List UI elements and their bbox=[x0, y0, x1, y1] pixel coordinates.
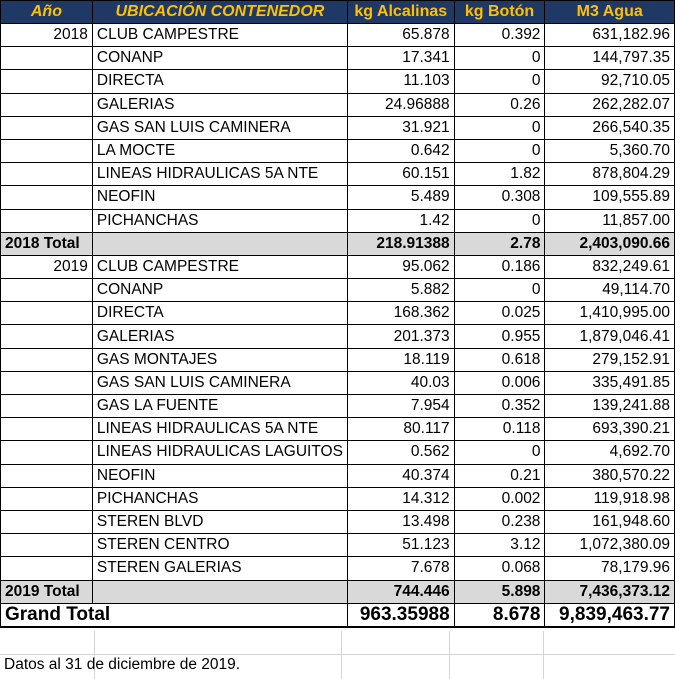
year-cell bbox=[1, 464, 93, 487]
table-row bbox=[1, 186, 675, 209]
kg-button-cell: 0.006 bbox=[454, 371, 545, 394]
total-kg-button: 2.78 bbox=[454, 232, 545, 255]
kg-button-cell: 0.308 bbox=[454, 186, 545, 209]
kg-button-cell: 0.21 bbox=[454, 464, 545, 487]
table-row bbox=[1, 441, 675, 464]
year-cell bbox=[1, 93, 93, 116]
m3-water-cell: 109,555.89 bbox=[545, 186, 675, 209]
kg-alkaline-cell: 0.562 bbox=[347, 441, 454, 464]
kg-button-cell: 0.955 bbox=[454, 325, 545, 348]
location-cell: CONANP bbox=[92, 279, 347, 302]
kg-alkaline-cell: 13.498 bbox=[347, 510, 454, 533]
table-row bbox=[1, 209, 675, 232]
table-row bbox=[1, 279, 675, 302]
year-cell bbox=[1, 186, 93, 209]
table-row bbox=[1, 255, 675, 278]
m3-water-cell: 1,072,380.09 bbox=[545, 534, 675, 557]
header-kg-button: kg Botón bbox=[454, 1, 545, 24]
location-cell: PICHANCHAS bbox=[92, 487, 347, 510]
location-cell: GALERIAS bbox=[92, 325, 347, 348]
kg-button-cell: 0.352 bbox=[454, 395, 545, 418]
kg-alkaline-cell: 24.96888 bbox=[347, 93, 454, 116]
year-total-row bbox=[1, 232, 675, 255]
table-row bbox=[1, 24, 675, 47]
m3-water-cell: 92,710.05 bbox=[545, 70, 675, 93]
total-m3-water: 7,436,373.12 bbox=[545, 580, 675, 603]
year-cell bbox=[1, 116, 93, 139]
table-row bbox=[1, 510, 675, 533]
grand-total-m3-water: 9,839,463.77 bbox=[545, 603, 675, 627]
kg-alkaline-cell: 80.117 bbox=[347, 418, 454, 441]
m3-water-cell: 262,282.07 bbox=[545, 93, 675, 116]
m3-water-cell: 631,182.96 bbox=[545, 24, 675, 47]
table-row bbox=[1, 325, 675, 348]
footnote: Datos al 31 de diciembre de 2019. bbox=[4, 656, 241, 673]
kg-alkaline-cell: 51.123 bbox=[347, 534, 454, 557]
year-cell bbox=[1, 534, 93, 557]
grand-total-label: Grand Total bbox=[1, 603, 348, 627]
table-row bbox=[1, 70, 675, 93]
kg-alkaline-cell: 18.119 bbox=[347, 348, 454, 371]
table-row bbox=[1, 487, 675, 510]
year-cell: 2019 bbox=[1, 255, 93, 278]
year-cell bbox=[1, 510, 93, 533]
header-location: UBICACIÓN CONTENEDOR bbox=[92, 1, 347, 24]
table-row bbox=[1, 47, 675, 70]
total-kg-alkaline: 744.446 bbox=[347, 580, 454, 603]
table-row bbox=[1, 139, 675, 162]
sheet-gridline bbox=[449, 631, 450, 679]
kg-button-cell: 3.12 bbox=[454, 534, 545, 557]
year-cell bbox=[1, 163, 93, 186]
kg-alkaline-cell: 60.151 bbox=[347, 163, 454, 186]
kg-button-cell: 0.238 bbox=[454, 510, 545, 533]
table-row bbox=[1, 418, 675, 441]
kg-button-cell: 1.82 bbox=[454, 163, 545, 186]
table-row bbox=[1, 371, 675, 394]
location-cell: LINEAS HIDRAULICAS LAGUITOS bbox=[92, 441, 347, 464]
location-cell: GAS MONTAJES bbox=[92, 348, 347, 371]
location-cell: STEREN GALERIAS bbox=[92, 557, 347, 580]
kg-alkaline-cell: 201.373 bbox=[347, 325, 454, 348]
m3-water-cell: 144,797.35 bbox=[545, 47, 675, 70]
location-cell: NEOFIN bbox=[92, 464, 347, 487]
kg-button-cell: 0.118 bbox=[454, 418, 545, 441]
header-m3-water: M3 Agua bbox=[545, 1, 675, 24]
table-header bbox=[1, 1, 675, 24]
m3-water-cell: 1,879,046.41 bbox=[545, 325, 675, 348]
m3-water-cell: 11,857.00 bbox=[545, 209, 675, 232]
year-cell bbox=[1, 348, 93, 371]
year-cell bbox=[1, 557, 93, 580]
kg-button-cell: 0 bbox=[454, 279, 545, 302]
m3-water-cell: 279,152.91 bbox=[545, 348, 675, 371]
location-cell: GAS LA FUENTE bbox=[92, 395, 347, 418]
kg-alkaline-cell: 0.642 bbox=[347, 139, 454, 162]
table-row bbox=[1, 395, 675, 418]
kg-alkaline-cell: 1.42 bbox=[347, 209, 454, 232]
total-kg-button: 5.898 bbox=[454, 580, 545, 603]
header-year: Año bbox=[1, 1, 93, 24]
year-cell bbox=[1, 47, 93, 70]
m3-water-cell: 139,241.88 bbox=[545, 395, 675, 418]
kg-alkaline-cell: 168.362 bbox=[347, 302, 454, 325]
kg-button-cell: 0 bbox=[454, 47, 545, 70]
header-row bbox=[1, 1, 675, 24]
location-cell: GALERIAS bbox=[92, 93, 347, 116]
sheet-gridline bbox=[0, 654, 675, 655]
year-cell bbox=[1, 418, 93, 441]
grand-total-kg-button: 8.678 bbox=[454, 603, 545, 627]
year-cell bbox=[1, 70, 93, 93]
year-cell: 2018 bbox=[1, 24, 93, 47]
location-cell: GAS SAN LUIS CAMINERA bbox=[92, 116, 347, 139]
kg-alkaline-cell: 7.678 bbox=[347, 557, 454, 580]
location-cell: LINEAS HIDRAULICAS 5A NTE bbox=[92, 163, 347, 186]
total-label: 2019 Total bbox=[1, 580, 93, 603]
sheet-gridline bbox=[341, 631, 342, 679]
location-cell: PICHANCHAS bbox=[92, 209, 347, 232]
kg-alkaline-cell: 5.882 bbox=[347, 279, 454, 302]
kg-button-cell: 0.186 bbox=[454, 255, 545, 278]
year-cell bbox=[1, 139, 93, 162]
kg-button-cell: 0 bbox=[454, 139, 545, 162]
m3-water-cell: 832,249.61 bbox=[545, 255, 675, 278]
kg-button-cell: 0 bbox=[454, 116, 545, 139]
year-cell bbox=[1, 279, 93, 302]
location-cell: STEREN BLVD bbox=[92, 510, 347, 533]
table-row bbox=[1, 163, 675, 186]
kg-alkaline-cell: 65.878 bbox=[347, 24, 454, 47]
m3-water-cell: 5,360.70 bbox=[545, 139, 675, 162]
m3-water-cell: 693,390.21 bbox=[545, 418, 675, 441]
kg-alkaline-cell: 7.954 bbox=[347, 395, 454, 418]
m3-water-cell: 335,491.85 bbox=[545, 371, 675, 394]
m3-water-cell: 161,948.60 bbox=[545, 510, 675, 533]
kg-button-cell: 0 bbox=[454, 441, 545, 464]
m3-water-cell: 380,570.22 bbox=[545, 464, 675, 487]
table-row bbox=[1, 557, 675, 580]
location-cell: DIRECTA bbox=[92, 302, 347, 325]
location-cell: LINEAS HIDRAULICAS 5A NTE bbox=[92, 418, 347, 441]
location-cell: NEOFIN bbox=[92, 186, 347, 209]
header-kg-alkaline: kg Alcalinas bbox=[347, 1, 454, 24]
table-row bbox=[1, 93, 675, 116]
location-cell: CLUB CAMPESTRE bbox=[92, 255, 347, 278]
m3-water-cell: 4,692.70 bbox=[545, 441, 675, 464]
kg-button-cell: 0 bbox=[454, 209, 545, 232]
kg-button-cell: 0.26 bbox=[454, 93, 545, 116]
year-total-row bbox=[1, 580, 675, 603]
kg-button-cell: 0.618 bbox=[454, 348, 545, 371]
location-cell: CONANP bbox=[92, 47, 347, 70]
total-m3-water: 2,403,090.66 bbox=[545, 232, 675, 255]
m3-water-cell: 119,918.98 bbox=[545, 487, 675, 510]
total-empty-cell bbox=[92, 232, 347, 255]
kg-alkaline-cell: 11.103 bbox=[347, 70, 454, 93]
total-empty-cell bbox=[92, 580, 347, 603]
table-body bbox=[1, 24, 675, 628]
total-kg-alkaline: 218.91388 bbox=[347, 232, 454, 255]
table-row bbox=[1, 348, 675, 371]
year-cell bbox=[1, 371, 93, 394]
kg-alkaline-cell: 17.341 bbox=[347, 47, 454, 70]
kg-alkaline-cell: 31.921 bbox=[347, 116, 454, 139]
m3-water-cell: 878,804.29 bbox=[545, 163, 675, 186]
year-cell bbox=[1, 487, 93, 510]
location-cell: CLUB CAMPESTRE bbox=[92, 24, 347, 47]
kg-alkaline-cell: 40.03 bbox=[347, 371, 454, 394]
kg-button-cell: 0.025 bbox=[454, 302, 545, 325]
m3-water-cell: 266,540.35 bbox=[545, 116, 675, 139]
year-cell bbox=[1, 209, 93, 232]
table-row bbox=[1, 534, 675, 557]
location-cell: LA MOCTE bbox=[92, 139, 347, 162]
table-row bbox=[1, 464, 675, 487]
grand-total-kg-alkaline: 963.35988 bbox=[347, 603, 454, 627]
year-cell bbox=[1, 441, 93, 464]
grand-total-row bbox=[1, 603, 675, 627]
m3-water-cell: 78,179.96 bbox=[545, 557, 675, 580]
table-row bbox=[1, 116, 675, 139]
kg-alkaline-cell: 40.374 bbox=[347, 464, 454, 487]
year-cell bbox=[1, 325, 93, 348]
kg-button-cell: 0.068 bbox=[454, 557, 545, 580]
total-label: 2018 Total bbox=[1, 232, 93, 255]
kg-alkaline-cell: 14.312 bbox=[347, 487, 454, 510]
location-cell: STEREN CENTRO bbox=[92, 534, 347, 557]
location-cell: DIRECTA bbox=[92, 70, 347, 93]
sheet-gridline bbox=[543, 631, 544, 679]
year-cell bbox=[1, 302, 93, 325]
location-cell: GAS SAN LUIS CAMINERA bbox=[92, 371, 347, 394]
kg-button-cell: 0.392 bbox=[454, 24, 545, 47]
m3-water-cell: 1,410,995.00 bbox=[545, 302, 675, 325]
table-row bbox=[1, 302, 675, 325]
year-cell bbox=[1, 395, 93, 418]
kg-button-cell: 0.002 bbox=[454, 487, 545, 510]
kg-alkaline-cell: 95.062 bbox=[347, 255, 454, 278]
kg-alkaline-cell: 5.489 bbox=[347, 186, 454, 209]
m3-water-cell: 49,114.70 bbox=[545, 279, 675, 302]
kg-button-cell: 0 bbox=[454, 70, 545, 93]
